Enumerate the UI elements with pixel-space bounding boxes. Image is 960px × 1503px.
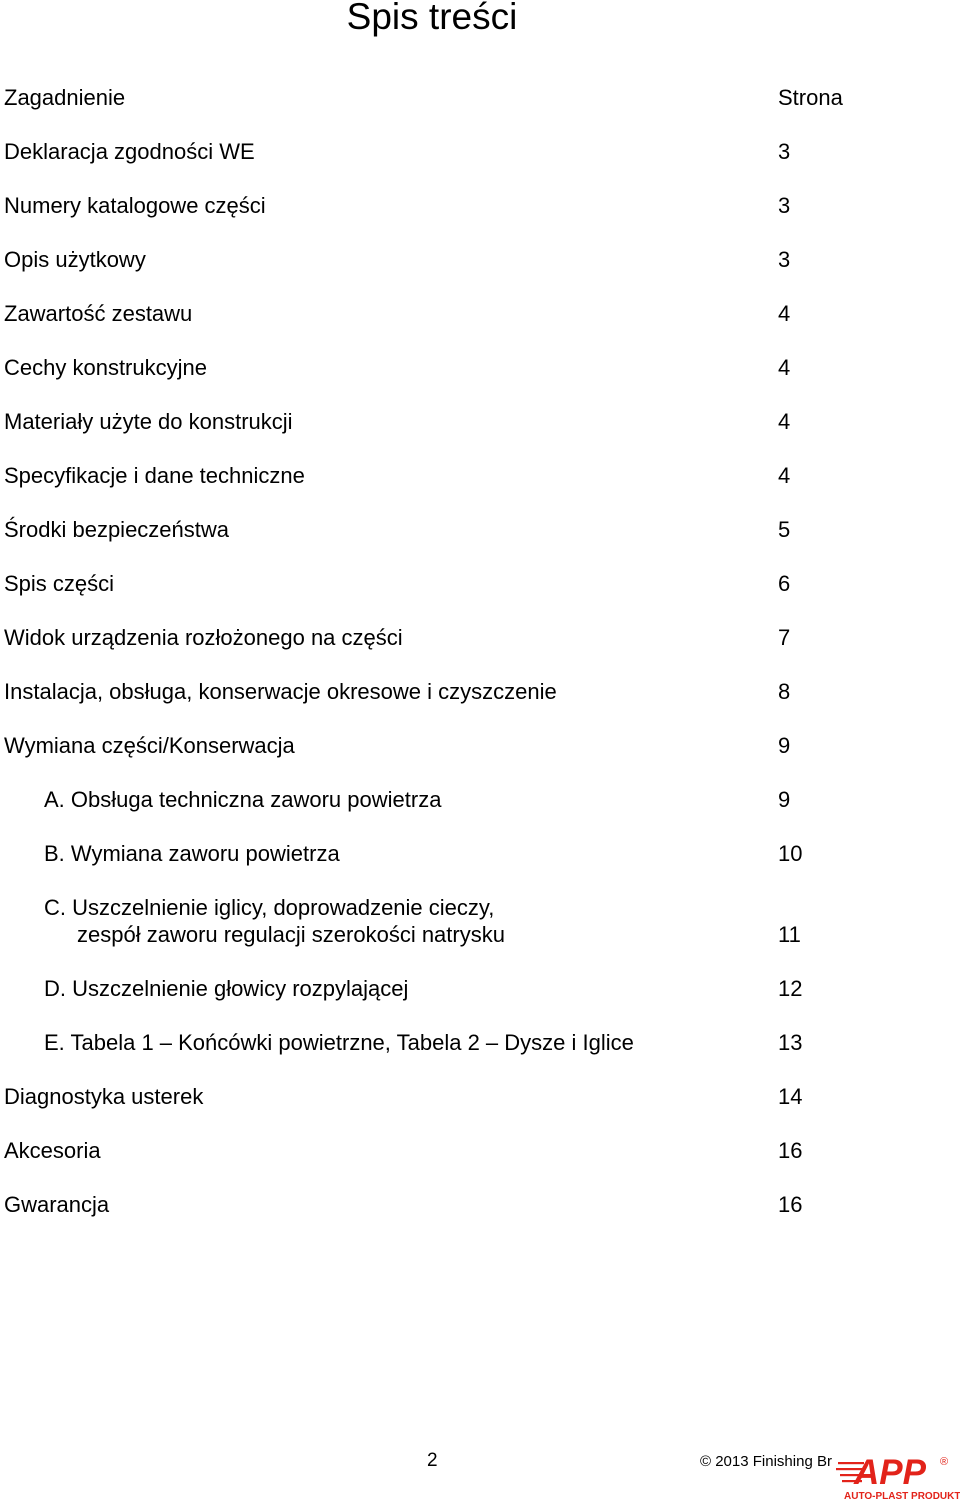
footer-copyright: © 2013 Finishing Br xyxy=(700,1453,832,1470)
toc-entry-page: 5 xyxy=(778,517,791,542)
toc-entry-label: Zawartość zestawu xyxy=(4,301,193,326)
logo-registered-mark: ® xyxy=(940,1456,949,1468)
toc-entry-page: 10 xyxy=(778,841,803,866)
toc-entry-page: 8 xyxy=(778,679,791,704)
toc-entry-page: 16 xyxy=(778,1138,803,1163)
toc-entry-page: 6 xyxy=(778,571,791,596)
toc-entry-page: 4 xyxy=(778,301,791,326)
toc-entry-page: 4 xyxy=(778,463,791,488)
page-column-header: Strona xyxy=(778,85,843,110)
toc-entry-label: Akcesoria xyxy=(4,1138,101,1163)
toc-entry-label: Wymiana części/Konserwacja xyxy=(4,733,295,758)
toc-entry-label: D. Uszczelnienie głowicy rozpylającej xyxy=(44,976,409,1001)
toc-entry-page: 14 xyxy=(778,1084,803,1109)
toc-entry-label: Specyfikacje i dane techniczne xyxy=(4,463,305,488)
toc-entry-page: 3 xyxy=(778,139,791,164)
page-title: Spis treści xyxy=(346,0,518,37)
toc-entry-label: Diagnostyka usterek xyxy=(4,1084,204,1109)
toc-entry-page: 4 xyxy=(778,355,791,380)
toc-entry-page: 4 xyxy=(778,409,791,434)
toc-entry-label: A. Obsługa techniczna zaworu powietrza xyxy=(44,787,442,812)
toc-entry-label: Opis użytkowy xyxy=(4,247,146,272)
toc-entry-label: Materiały użyte do konstrukcji xyxy=(4,409,293,434)
toc-entry-label: B. Wymiana zaworu powietrza xyxy=(44,841,340,866)
toc-entry-label: Widok urządzenia rozłożonego na części xyxy=(4,625,403,650)
toc-entry-page: 13 xyxy=(778,1030,803,1055)
toc-entry-page: 12 xyxy=(778,976,803,1001)
toc-entry-page: 3 xyxy=(778,193,791,218)
app-logo xyxy=(836,1448,960,1503)
toc-entry-page: 11 xyxy=(778,922,801,947)
toc-entry-page: 7 xyxy=(778,625,791,650)
topic-column-header: Zagadnienie xyxy=(4,85,126,110)
toc-entry-label: Deklaracja zgodności WE xyxy=(4,139,255,164)
toc-entry-label: C. Uszczelnienie iglicy, doprowadzenie cieczy, xyxy=(44,895,495,920)
toc-entry-label: Gwarancja xyxy=(4,1192,110,1217)
toc-entry-label: Cechy konstrukcyjne xyxy=(4,355,207,380)
toc-entry-label: E. Tabela 1 – Końcówki powietrzne, Tabela 2 – Dysze i Iglice xyxy=(44,1030,634,1055)
toc-entry-label: Numery katalogowe części xyxy=(4,193,266,218)
toc-entry-page: 16 xyxy=(778,1192,803,1217)
logo-subtitle: AUTO-PLAST PRODUKT xyxy=(844,1491,960,1502)
toc-entry-label-continued: zespół zaworu regulacji szerokości natrysku xyxy=(77,922,505,947)
toc-entry-label: Instalacja, obsługa, konserwacje okresowe i czyszczenie xyxy=(4,679,557,704)
footer-page-number: 2 xyxy=(427,1450,438,1471)
toc-entry-page: 9 xyxy=(778,733,791,758)
toc-entry-label: Środki bezpieczeństwa xyxy=(4,517,230,542)
toc-entry-label: Spis części xyxy=(4,571,115,596)
toc-entry-page: 3 xyxy=(778,247,791,272)
logo-wordmark: APP xyxy=(854,1453,926,1492)
toc-entry-page: 9 xyxy=(778,787,791,812)
